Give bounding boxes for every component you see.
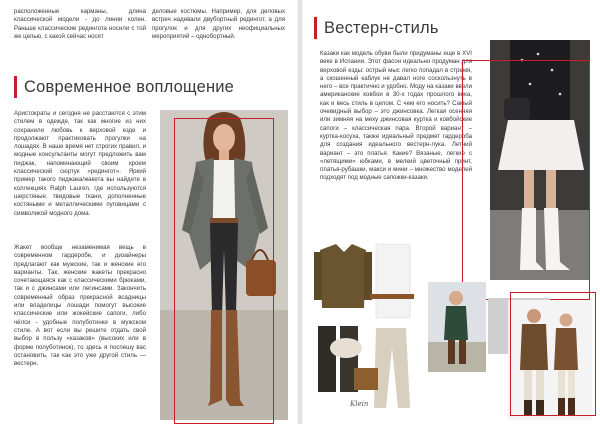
right-body-text: Казаки как модель обуви были придуманы еще в XVI веке в Испании. Этот фасон идеально продуман для верховой езды: острый мыс легко попадал в стремя, а скошенный каблук не давал ноге соскользнуть в него – все практично и удобно. Моду на казаки ввели американские ковбои в 30-х годах прошлого века, как и весь стиль в целом. С чем его носить? Самый очевидный выбор – это джинсовка. Легкая осенняя или зимняя на меху джинсовая куртка и ковбойские сапоги – классическая пара. Второй вариант – куртка-косуха, также идеальный предмет гардероба для создания идеального вестерн-лука. Летний вариант – это платья. Какие? Вязаные, легкие с «летящими» юбками, в мелкий цветочный принт, платья-рубашки, макси и мини – множество моделей подходят под модные сапожки-казаки. bbox=[320, 50, 472, 182]
heading-accent-bar bbox=[314, 17, 317, 39]
left-section-heading bbox=[14, 76, 234, 98]
heading-accent-bar bbox=[14, 76, 17, 98]
rider-brown-jacket-photo bbox=[428, 282, 486, 372]
heading-western-style: Вестерн-стиль bbox=[324, 18, 439, 37]
heading-modern-embodiment: Современное воплощение bbox=[24, 77, 235, 96]
photo-red-frame bbox=[462, 60, 590, 300]
right-section-heading bbox=[314, 17, 439, 39]
left-top-text-col1: расположенные карманы, длина классической модели - до линии колен. Раньше классические редингота носили с той же целью, с какой сейчас носят bbox=[14, 8, 146, 40]
page-gutter bbox=[297, 0, 303, 424]
product-collage bbox=[314, 238, 414, 418]
left-body-text-1: Аристократы и сегодня не расстаются с этим стилем в одежде, так как многие из них сохранили любовь к верховой езде и продолжают практиковать прогулки на лошадях. В наше время нет строгих правил, и модные консультанты могут предложить вам пиджак, напоминающий своим кроем классический сюртук «редингот». Яркий пример такого пиджака/жакета вы найдете в коллекциях Ralph Lauren, где используются шерстяные, твидовые ткани, дополненные костяными и металлическими пуговицами с символикой модного дома. bbox=[14, 110, 146, 217]
collage-signature: Klein bbox=[350, 400, 369, 408]
left-body-text-2: Жакет вообще незаменимая вещь в современном гардеробе, и дизайнеры предлагают как мужские, так и женские его варианты. Так, женские жакеты прекрасно сочетающаяся как с классическими брюками, так и с джинсами или легинсами. Закончить современный образ прекрасной всадницы или владелицы лошади помогут высокие классические или жокейские сапоги, либо чёлси - удобные полуботинки в мужском стиле. А вот если вы решите отдать свой выбор в пользу «казаков» (высоких или в форме полуботинок), то здесь я поспешу вас остановить, так как это уже другой стиль — вестерн. bbox=[14, 244, 146, 368]
photo-red-frame bbox=[174, 118, 274, 424]
left-top-text-col2: деловые костюмы. Например, для деловых встреч надевали двубортный редингот, а для прогулок и для других неофициальных мероприятий – однобортный. bbox=[152, 8, 285, 40]
photo-red-frame bbox=[510, 292, 596, 416]
